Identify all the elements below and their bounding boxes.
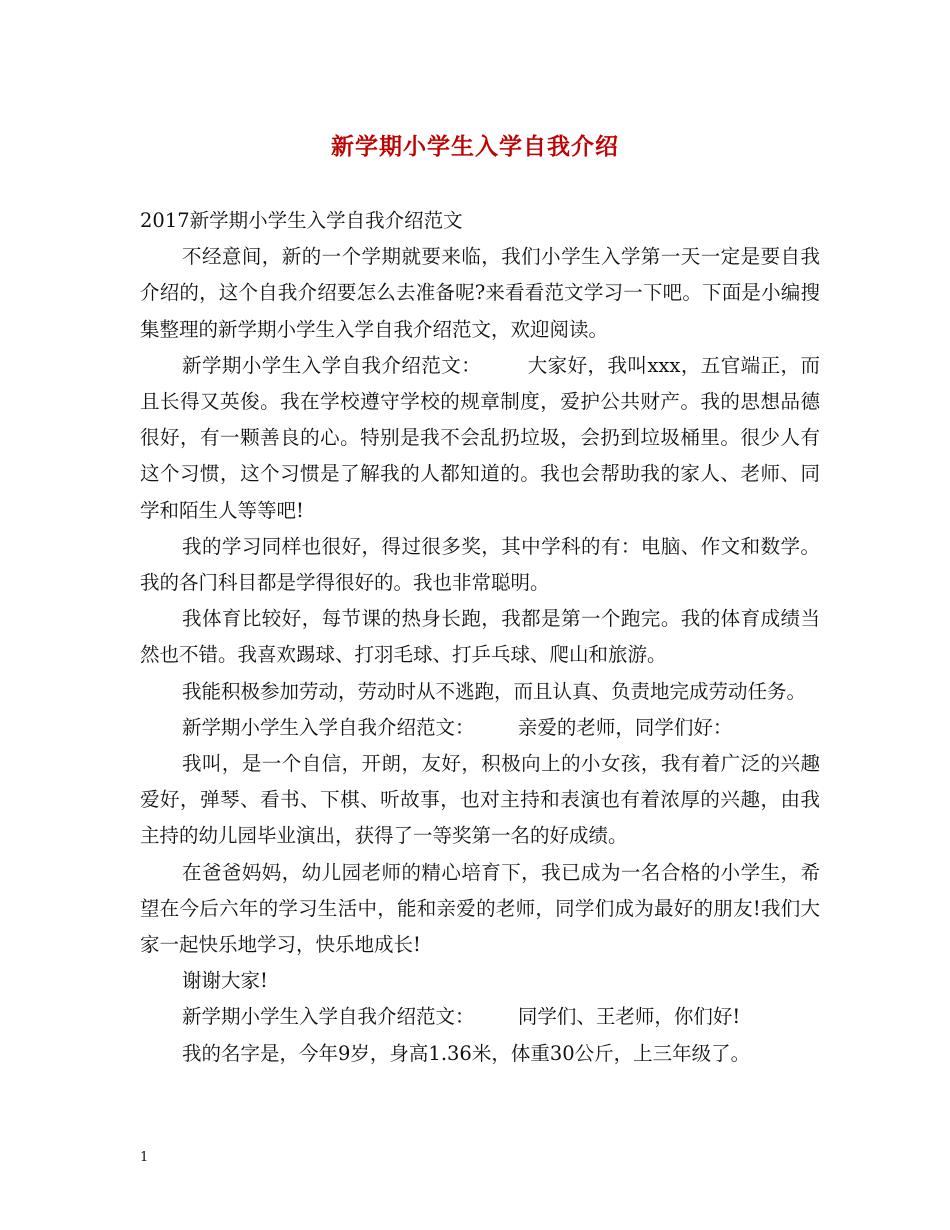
paragraph-intro: 不经意间，新的一个学期就要来临，我们小学生入学第一天一定是要自我介绍的，这个自我介绍要怎么去准备呢?来看看范文学习一下吧。下面是小编搜集整理的新学期小学生入学自我介绍范文，欢迎阅读。 [140,245,820,341]
document-subtitle: 2017新学期小学生入学自我介绍范文 [140,209,463,232]
paragraph-sample-2: 新学期小学生入学自我介绍范文： 亲爱的老师，同学们好： [182,715,733,739]
paragraph-study: 我的学习同样也很好，得过很多奖，其中学科的有：电脑、作文和数学。我的各门科目都是学得很好的。我也非常聪明。 [140,534,820,595]
document-title: 新学期小学生入学自我介绍 [331,133,619,160]
document-body [140,203,820,1072]
paragraph-hobbies: 我叫，是一个自信，开朗，友好，积极向上的小女孩，我有着广泛的兴趣爱好，弹琴、看书、下棋、听故事，也对主持和表演也有着浓厚的兴趣，由我主持的幼儿园毕业演出，获得了一等奖第一名的好成绩。 [140,752,820,848]
paragraph-sports: 我体育比较好，每节课的热身长跑，我都是第一个跑完。我的体育成绩当然也不错。我喜欢踢球、打羽毛球、打乒乓球、爬山和旅游。 [140,607,820,667]
paragraph-sample-3: 新学期小学生入学自我介绍范文： 同学们、王老师，你们好! [182,1005,741,1029]
paragraph-labor: 我能积极参加劳动，劳动时从不逃跑，而且认真、负责地完成劳动任务。 [182,679,807,703]
paragraph-self-info: 我的名字是，今年9岁，身高1.36米，体重30公斤，上三年级了。 [182,1041,751,1065]
paragraph-growth: 在爸爸妈妈，幼儿园老师的精心培育下，我已成为一名合格的小学生，希望在今后六年的学习生活中，能和亲爱的老师，同学们成为最好的朋友!我们大家一起快乐地学习，快乐地成长! [140,860,820,957]
paragraph-thanks: 谢谢大家! [182,969,268,993]
paragraph-sample-1: 新学期小学生入学自我介绍范文： 大家好，我叫xxx，五官端正，而且长得又英俊。我在学校遵守学校的规章制度，爱护公共财产。我的思想品德很好，有一颗善良的心。特别是我不会乱扔垃圾，会扔到垃圾桶里。很少人有这个习惯，这个习惯是了解我的人都知道的。我也会帮助我的家人、老师、同学和陌生人等等吧! [140,353,820,522]
page-number: 1 [140,1150,149,1165]
